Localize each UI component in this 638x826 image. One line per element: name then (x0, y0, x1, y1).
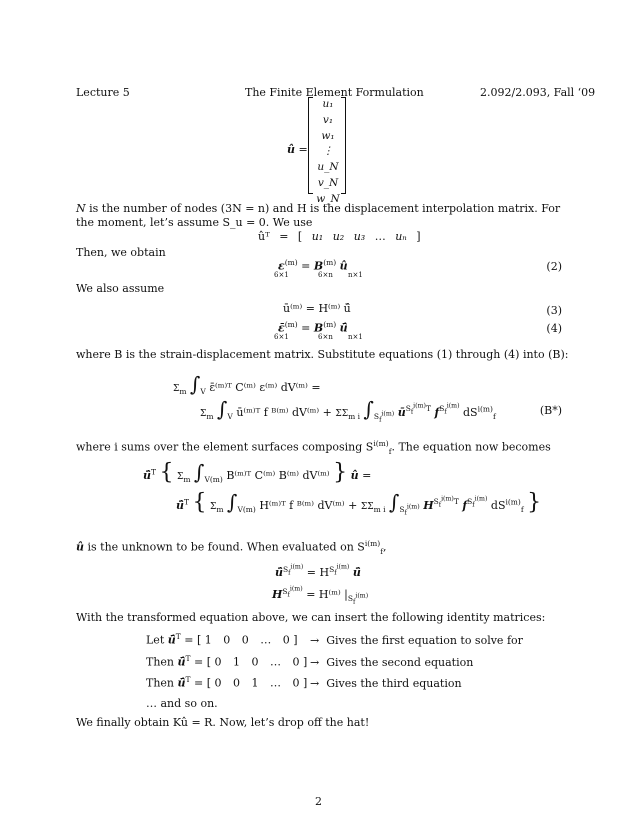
eq2-eps: ε (278, 259, 285, 273)
entry: ⋮ (322, 145, 334, 158)
id-val: 1 (251, 676, 259, 690)
id-val: … (270, 655, 282, 669)
and-so-on: … and so on. (146, 697, 218, 710)
eqB-f: f (434, 406, 440, 419)
paragraph-n: N is the number of nodes (3N = n) and H is the displacement interpolation matrix. For the moment, let’s assume S_u = 0. We use (76, 202, 561, 229)
id-lead: Then (146, 655, 175, 669)
identity-desc-3: → Gives the third equation (310, 677, 462, 690)
eq2-number: (2) (546, 260, 562, 273)
equation-3: ū⁽ᵐ⁾ = H⁽ᵐ⁾ ū̂ (283, 302, 351, 315)
text-also: We also assume (76, 282, 165, 295)
u-transpose-row (258, 230, 421, 243)
id-val: 0 (292, 676, 300, 690)
big-eq-h: H (423, 499, 434, 512)
surface-eq-2-body: = H⁽ᵐ⁾ | (306, 588, 348, 602)
eq2-bsup: (m) (323, 258, 337, 267)
page-number: 2 (315, 795, 322, 808)
eq4-number: (4) (546, 322, 562, 335)
u-vector-entries (314, 97, 342, 208)
big-eq-ds: dS (490, 499, 506, 512)
text-unknown: û is the unknown to be found. When evaluated on $S^{i(m)}_f$, (76, 539, 387, 556)
entry: v₁ (322, 113, 334, 126)
id-val: 0 (214, 676, 222, 690)
eq2-eq: = (301, 259, 311, 273)
id-desc: Gives the third equation (326, 677, 462, 690)
header-right: 2.092/2.093, Fall ‘09 (480, 86, 596, 99)
entry: w_N (316, 192, 340, 205)
ut-entry: u₂ (332, 230, 345, 243)
eqB-ds: dS (463, 406, 478, 419)
id-lead: Let (146, 633, 165, 647)
eq4-dim2: 6×n (318, 333, 333, 341)
id-desc: Gives the first equation to solve for (326, 634, 523, 647)
id-val: … (270, 676, 282, 690)
entry: v_N (317, 176, 339, 189)
ut-entry: u₃ (353, 230, 366, 243)
eq4-dim3: n×1 (348, 333, 363, 341)
big-eq-f: f (462, 499, 468, 512)
text-unknown-body: is the unknown to be found. When evaluated on S (87, 540, 365, 554)
header-center: The Finite Element Formulation (245, 86, 424, 99)
entry: u_N (317, 161, 339, 174)
ut-entry: uₙ (395, 230, 407, 243)
eq2-dim3: n×1 (348, 271, 363, 279)
big-eq-line2a: H⁽ᵐ⁾ᵀ f ᴮ⁽ᵐ⁾ dV⁽ᵐ⁾ + (259, 499, 358, 512)
surface-eq-1-body: = H (306, 566, 330, 580)
id-val: … (260, 633, 272, 647)
ut-lhs: ûᵀ = [ (258, 230, 303, 243)
entry: u₁ (322, 98, 334, 110)
identity-desc-2: → Gives the second equation (310, 656, 474, 669)
eq2-dim1: 6×1 (274, 271, 289, 279)
ut-close: ] (416, 230, 421, 243)
big-eq-line1-body: B⁽ᵐ⁾ᵀ C⁽ᵐ⁾ B⁽ᵐ⁾ dV⁽ᵐ⁾ (226, 469, 330, 482)
identity-row-2: Then ū̂$^T$ = [ 0 1 0 … 0 ] (146, 654, 308, 669)
id-lead: Then (146, 676, 175, 690)
id-val: 1 (233, 655, 241, 669)
id-val: 0 (241, 633, 249, 647)
equation-4: ε̄$^{(m)}$ = $B^{(m)}$ ū̂ (278, 320, 348, 335)
eqB-line2: $\Sigma_m$ $\int_V$ ū⁽ᵐ⁾ᵀ f ᴮ⁽ᵐ⁾ dV⁽ᵐ⁾ + $\Sigma\Sigma_{m i}$ $\int_{S_f^{i(m)}}$ $ū^{S_f^{i(m)}T}$ $f^{S_f^{i(m)}}$ $dS^{i(m)}_f$ (200, 397, 496, 424)
eqB-line1-body: ε̄⁽ᵐ⁾ᵀ C⁽ᵐ⁾ ε⁽ᵐ⁾ dV⁽ᵐ⁾ = (209, 381, 321, 394)
id-val: 0 (282, 633, 290, 647)
eqB-line2a: ū⁽ᵐ⁾ᵀ f ᴮ⁽ᵐ⁾ dV⁽ᵐ⁾ + (236, 406, 332, 419)
header-left: Lecture 5 (76, 86, 130, 99)
identity-desc-1: → Gives the first equation to solve for (310, 634, 523, 647)
ut-entry: u₁ (311, 230, 324, 243)
id-val: 0 (292, 655, 300, 669)
eqB-number: (B*) (539, 404, 562, 417)
identity-row-3: Then ū̂$^T$ = [ 0 0 1 … 0 ] (146, 675, 308, 690)
text-where-i-a: where i sums over the element surfaces composing S (76, 440, 374, 454)
id-val: 1 (204, 633, 212, 647)
u-hat-lhs: û = (287, 143, 308, 156)
eq2-sup: (m) (284, 258, 298, 267)
id-desc: Gives the second equation (326, 656, 474, 669)
id-val: 0 (251, 655, 259, 669)
entry: w₁ (321, 129, 335, 142)
eq2-u: û (339, 259, 348, 273)
text-where-i-b: . The equation now becomes (391, 440, 551, 454)
ut-entry: … (374, 230, 386, 243)
id-val: 0 (214, 655, 222, 669)
text-then: Then, we obtain (76, 246, 166, 259)
id-val: 0 (223, 633, 231, 647)
eqB-u: ū (397, 406, 406, 419)
text-with: With the transformed equation above, we can insert the following identity matrices: (76, 611, 546, 624)
big-eq-line1: ū̂$^T$ { $\Sigma_m$ $\int_{V(m)}$ B⁽ᵐ⁾ᵀ C⁽ᵐ⁾ B⁽ᵐ⁾ dV⁽ᵐ⁾ } û = (143, 460, 372, 485)
text-where-i: where i sums over the element surfaces composing $S^{i(m)}_f$. The equation now becomes (76, 439, 551, 456)
surface-eq-1: ū̂$^{S_f^{i(m)}}$ = $H^{S_f^{i(m)}}$ ū̂ (275, 563, 361, 580)
eqB-line1: $\Sigma_m$ $\int_V$ ε̄⁽ᵐ⁾ᵀ C⁽ᵐ⁾ ε⁽ᵐ⁾ dV⁽ᵐ⁾ = (173, 372, 321, 397)
paragraph-n-text: is the number of nodes (3N = n) and H is the displacement interpolation matrix. For the moment, let’s assume S_u = 0. We use (76, 202, 561, 229)
surface-eq-2: $H^{S_f^{i(m)}}$ = H⁽ᵐ⁾ $|_{S_f^{i(m)}}$ (272, 585, 369, 606)
eq3-number: (3) (546, 304, 562, 317)
eq2-dim2: 6×n (318, 271, 333, 279)
left-bracket (308, 97, 313, 194)
big-eq-line2: ū̂$^T$ { $\Sigma_m$ $\int_{V(m)}$ H⁽ᵐ⁾ᵀ f ᴮ⁽ᵐ⁾ dV⁽ᵐ⁾ + $\Sigma\Sigma_{m i}$ $\int_{S_f^{i(m)}}$ $H^{S_f^{i(m)}T}$ $f^{S_f^{i(m)}}$ $dS^{i(m)}_f$ } (176, 490, 542, 517)
text-final: We finally obtain Kû = R. Now, let’s drop off the hat! (76, 716, 370, 729)
id-val: 0 (233, 676, 241, 690)
eq4-dim1: 6×1 (274, 333, 289, 341)
eq2-b: B (313, 259, 324, 273)
identity-row-1: Let ū̂$^T$ = [ 1 0 0 … 0 ] (146, 632, 298, 647)
text-where-b: where B is the strain-displacement matrix. Substitute equations (1) through (4) into (B): (76, 348, 569, 361)
